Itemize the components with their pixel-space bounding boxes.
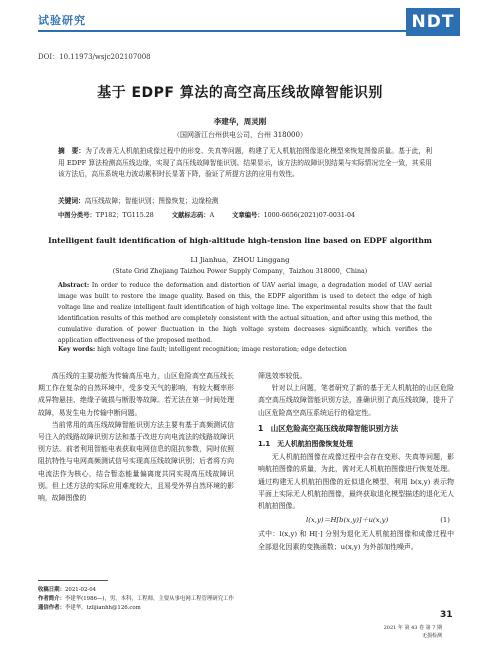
keywords-chinese bbox=[58, 195, 432, 205]
journal-info bbox=[362, 624, 442, 640]
keywords-text-en: high voltage line fault; intelligent recognition; image restoration; edge detection bbox=[97, 346, 347, 353]
affiliation-chinese: （国网浙江台州供电公司，台州 318000） bbox=[173, 131, 307, 139]
footnote-received: 收稿日期：2021-02-04 bbox=[38, 587, 97, 593]
paragraph: 式中：l(x,y) 和 H[·] 分别为退化无人机航拍图像和成像过程中全部退化因素的变换函数；u(x,y) 为外部加性噪声。 bbox=[258, 530, 454, 551]
footnote-bio: 作者简介：李建华(1986—)，男，本科，工程师，主要从事电网工程管理研究工作 bbox=[38, 596, 234, 602]
paragraph: 当前常用的高压线故障智能识别方法主要有基于高频测试信号注入的线路故障识别方法和基于改进方向电流法的线路故障识别方法。前者利用智能电表获取电网信息的阻抗参数，同时依照阻抗特性与电网高频测试信号实现高压线故障识别；后者将方向电流法作为核心，结合暂态能量偏离度共同实现高压线故障识别。但上述方法的实际应用难度较大，且易受外界自然环境的影响，故障图像的 bbox=[38, 420, 234, 503]
keywords-label-en: Key words: bbox=[58, 346, 96, 353]
affiliation-english: (State Grid Zhejiang Taizhou Power Supply Company，Taizhou 318000，China) bbox=[112, 268, 368, 275]
paragraph: 筛选效率较低。 bbox=[258, 372, 307, 380]
keywords-english bbox=[58, 346, 432, 353]
article-number: 文章编号：1000-6656(2021)07-0031-04 bbox=[232, 212, 356, 219]
abstract-english bbox=[58, 280, 432, 346]
section-tag: 试验研究 bbox=[38, 14, 86, 27]
keywords-text-cn: 高压线故障；智能识别；图像恢复；边缘检测 bbox=[84, 197, 219, 205]
abstract-label-en: Abstract: bbox=[58, 282, 90, 289]
footnote-rule bbox=[38, 580, 108, 581]
document-code: 文献标志码：A bbox=[171, 212, 215, 219]
paragraph: 针对以上问题，笔者研究了新的基于无人机航拍的山区危险高空高压线故障智能识别方法，准确识别了高压线故障，提升了山区危险高空高压系统运行的稳定性。 bbox=[258, 384, 454, 417]
doi: DOI：10.11973/wsjc202107008 bbox=[38, 53, 151, 61]
authors-english: LI Jianhua，ZHOU Linggang bbox=[190, 256, 290, 264]
equation-body: l(x,y)＝H[b(x,y)]＋u(x,y) bbox=[306, 516, 389, 525]
abstract-text-en: In order to reduce the deformation and distortion of UAV aerial image, a degradation model of UAV aerial image was built to restore the image quality. Based on this, the EDPF algorithm is used to detect the edge of high voltage line and realize intelligent fault identification of high voltage line. The experimental results show that the fault identification results of this method are completely consistent with the actual situation, and after using this method, the cumulative duration of power fluctuation in the high voltage system decreases significantly, which verifies the application effectiveness of the proposed method. bbox=[58, 282, 433, 344]
equation-number: (1) bbox=[440, 516, 450, 525]
paragraph: 无人机航拍图像在成像过程中会存在变形、失真等问题，影响航拍图像的质量，为此，需对无人机航拍图像进行恢复处理。通过构建无人机航拍图像的近似退化模型，利用 b(x,y) 表示物平面上实际无人机航拍图像，最终获取退化模型描述的退化无人机航拍图像。 bbox=[258, 453, 454, 511]
page-header bbox=[0, 0, 480, 40]
clc-number: 中图分类号：TP182；TG115.28 bbox=[58, 212, 154, 219]
header-rule bbox=[38, 30, 418, 32]
paragraph: 高压线的主要功能为传输高压电力，山区危险高空高压线长期工作在复杂的自然环境中，受多变天气的影响，有较大概率形成异物悬挂、绝缘子破损与断股等故障。若无法在第一时间处理故障，易发生电力传输中断问题。 bbox=[38, 372, 234, 417]
journal-name: 无损检测 bbox=[421, 633, 442, 639]
abstract-text-cn: 为了改善无人机航拍成像过程中的形变、失真等问题，构建了无人机航拍图像退化模型来恢复图像质量。基于此，利用 EDPF 算法检测高压线边缘，实现了高压线故障智能识别。结果显示，该方法的故障识别结果与实际情况完全一致，其采用该方法后，高压系统电力波动累积时长显著下降，验证了所提方法的应用有效性。 bbox=[58, 147, 433, 178]
abstract-chinese bbox=[58, 146, 432, 181]
journal-logo: NDT bbox=[406, 8, 460, 36]
abstract-label-cn: 摘 要： bbox=[58, 147, 86, 155]
title-chinese: 基于 EDPF 算法的高空高压线故障智能识别 bbox=[97, 85, 383, 101]
keywords-label-cn: 关键词： bbox=[58, 197, 85, 205]
title-english: Intelligent fault identification of high-altitude high-tension line based on EDPF algorithm bbox=[48, 236, 432, 245]
subsection-heading: 1.1 无人机航拍图像恢复处理 bbox=[258, 440, 353, 449]
section-heading: 1 山区危险高空高压线故障智能识别方法 bbox=[258, 423, 399, 433]
body-column-right bbox=[258, 370, 454, 553]
footnote-contact: 通信作者：李建华，tzlijianhh@126.com bbox=[38, 605, 141, 611]
body-column-left bbox=[38, 370, 234, 504]
authors-chinese: 李建华，周灵刚 bbox=[213, 117, 267, 126]
page-number: 31 bbox=[440, 610, 453, 620]
equation-1 bbox=[258, 512, 454, 528]
classification-line bbox=[58, 210, 432, 219]
journal-issue: 2021 年 第 43 卷 第 7 期 bbox=[383, 625, 442, 631]
footnotes bbox=[38, 586, 234, 613]
